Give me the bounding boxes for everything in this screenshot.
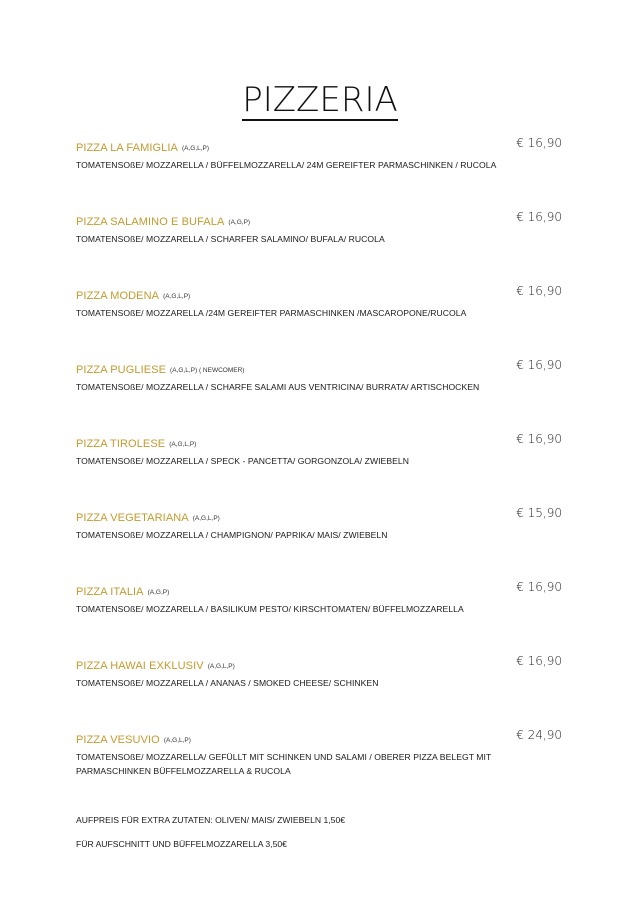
menu-item-header	[76, 280, 562, 306]
menu-item-allergens: (A,G,P)	[147, 589, 170, 596]
menu-item-allergens: (A,G,P)	[228, 219, 251, 226]
surcharge-note-extras: AUFPREIS FÜR EXTRA ZUTATEN: OLIVEN/ MAIS/ ZWIEBELN 1,50€	[76, 815, 346, 825]
menu-item-price: € 16,90	[516, 580, 562, 594]
menu-item-allergens: (A,G,L,P)	[192, 515, 220, 522]
menu-item-salamino-e-bufala	[76, 206, 562, 280]
menu-item-pugliese	[76, 354, 562, 428]
menu-item-vesuvio	[76, 724, 562, 778]
menu-item-price: € 16,90	[516, 136, 562, 150]
menu-item-description: TOMATENSOßE/ MOZZARELLA / SPECK - PANCETTA/ GORGONZOLA/ ZWIEBELN	[76, 456, 409, 466]
surcharge-notes	[76, 808, 562, 856]
menu-item-modena	[76, 280, 562, 354]
menu-item-price: € 16,90	[516, 210, 562, 224]
menu-item-allergens: (A,G,L,P)	[181, 145, 210, 152]
menu-item-description: TOMATENSOßE/ MOZZARELLA / SCHARFER SALAMINO/ BUFALA/ RUCOLA	[76, 234, 385, 244]
menu-item-name: PIZZA MODENA	[76, 290, 160, 302]
menu-item-name: PIZZA LA FAMIGLIA	[76, 142, 178, 154]
menu-item-description: TOMATENSOßE/ MOZZARELLA/ GEFÜLLT MIT SCHINKEN UND SALAMI / OBERER PIZZA BELEGT MIT PARMASCHINKEN BÜFFELMOZZARELLA & RUCOLA	[76, 752, 492, 776]
menu-item-name: PIZZA TIROLESE	[76, 438, 166, 450]
menu-item-price: € 16,90	[516, 284, 562, 298]
menu-item-header	[76, 576, 562, 602]
menu-item-name: PIZZA ITALIA	[76, 586, 144, 598]
menu-item-description: TOMATENSOßE/ MOZZARELLA / CHAMPIGNON/ PAPRIKA/ MAIS/ ZWIEBELN	[76, 530, 388, 540]
menu-item-description: TOMATENSOßE/ MOZZARELLA / ANANAS / SMOKED CHEESE/ SCHINKEN	[76, 678, 379, 688]
menu-item-description: TOMATENSOßE/ MOZZARELLA /24M GEREIFTER PARMASCHINKEN /MASCAROPONE/RUCOLA	[76, 308, 467, 318]
menu-item-header	[76, 502, 562, 528]
menu-item-allergens: (A,G,L,P)	[163, 293, 191, 300]
menu-item-name: PIZZA SALAMINO E BUFALA	[76, 216, 225, 228]
menu-item-description: TOMATENSOßE/ MOZZARELLA / BÜFFELMOZZARELLA/ 24M GEREIFTER PARMASCHINKEN / RUCOLA	[76, 160, 497, 170]
menu-item-header	[76, 724, 562, 750]
menu-item-header	[76, 206, 562, 232]
menu-item-allergens: (A,G,L,P)	[207, 663, 235, 670]
menu-item-header	[76, 428, 562, 454]
menu-item-allergens: (A,G,L,P)	[169, 441, 197, 448]
menu-item-allergens: (A,G,L,P)	[163, 737, 191, 744]
menu-item-name: PIZZA VESUVIO	[76, 734, 160, 746]
menu-item-name: PIZZA VEGETARIANA	[76, 512, 189, 524]
menu-item-price: € 16,90	[516, 432, 562, 446]
menu-item-header	[76, 132, 562, 158]
menu-item-hawai-exklusiv	[76, 650, 562, 724]
page-title	[0, 80, 640, 121]
menu-item-price: € 15,90	[516, 506, 562, 520]
surcharge-note-cold-cuts: FÜR AUFSCHNITT UND BÜFFELMOZZARELLA 3,50€	[76, 839, 287, 849]
menu-item-name: PIZZA PUGLIESE	[76, 364, 167, 376]
menu-item-price: € 16,90	[516, 654, 562, 668]
menu-item-tirolese	[76, 428, 562, 502]
menu-item-price: € 16,90	[516, 358, 562, 372]
menu-item-la-famiglia	[76, 132, 562, 206]
menu-item-vegetariana	[76, 502, 562, 576]
menu-item-name: PIZZA HAWAI EXKLUSIV	[76, 660, 204, 672]
menu-item-description: TOMATENSOßE/ MOZZARELLA / BASILIKUM PESTO/ KIRSCHTOMATEN/ BÜFFELMOZZARELLA	[76, 604, 464, 614]
menu-item-header	[76, 354, 562, 380]
page-title-text: PIZZERIA	[242, 80, 398, 120]
pizza-menu-list	[76, 132, 562, 778]
menu-item-description: TOMATENSOßE/ MOZZARELLA / SCHARFE SALAMI AUS VENTRICINA/ BURRATA/ ARTISCHOCKEN	[76, 382, 480, 392]
menu-item-allergens: (A,G,L,P) ( NEWCOMER)	[170, 367, 245, 374]
menu-item-header	[76, 650, 562, 676]
menu-item-italia	[76, 576, 562, 650]
menu-item-price: € 24,90	[516, 728, 562, 742]
